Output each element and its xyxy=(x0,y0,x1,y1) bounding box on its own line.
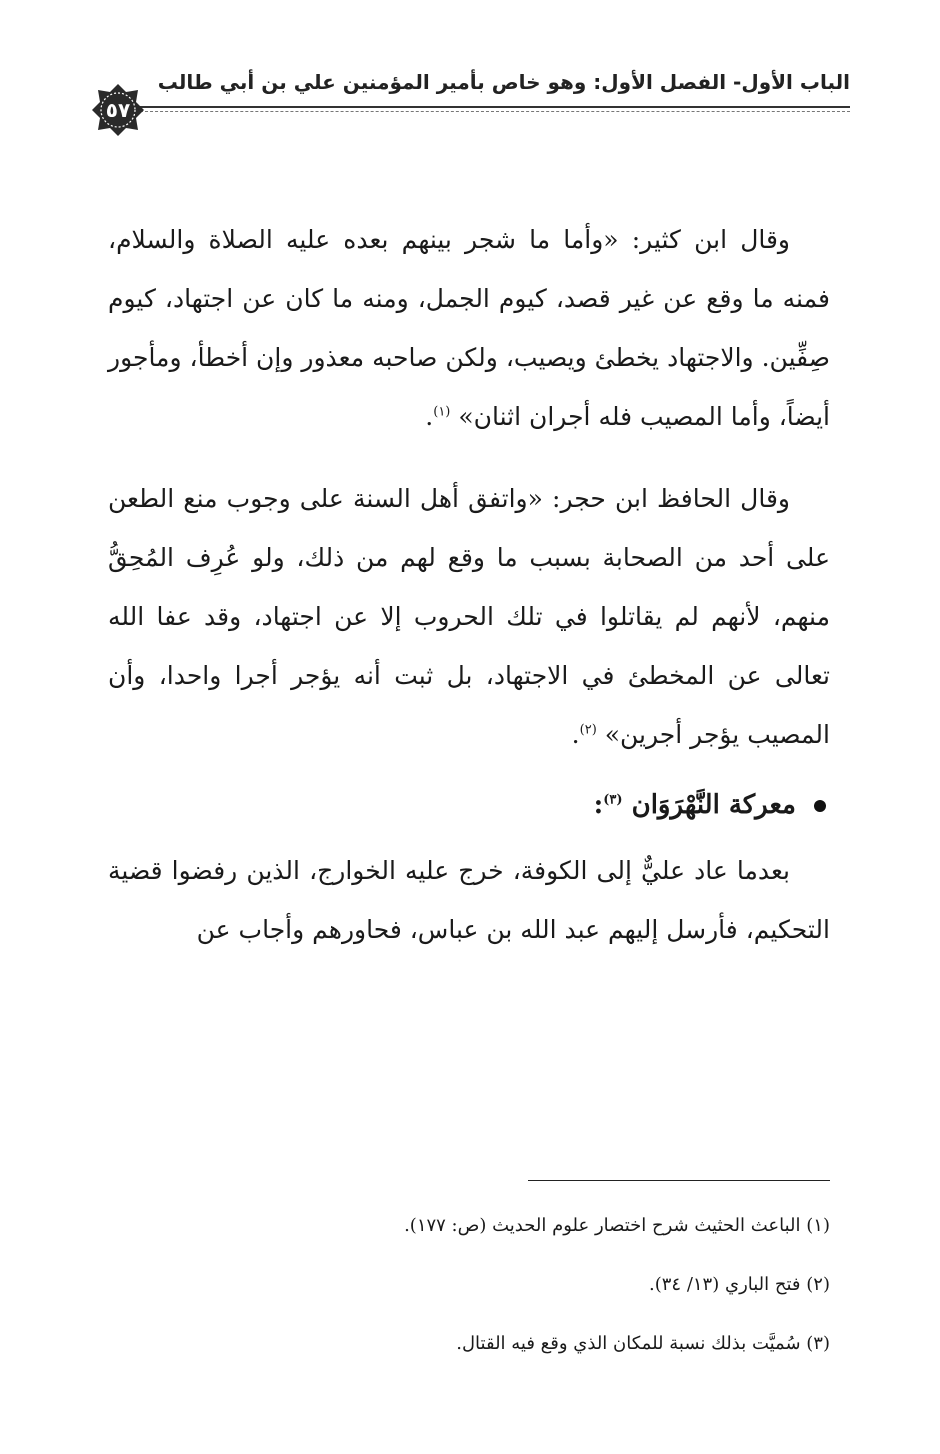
footnote-1: (١) الباعث الحثيث شرح اختصار علوم الحديث (ص: ١٧٧). xyxy=(404,1215,830,1236)
section-heading: معركة النَّهْرَوَان $^{(٣)}$: xyxy=(108,776,830,835)
paragraph-text: بعدما عاد عليٌّ إلى الكوفة، خرج عليه الخوارج، الذين رفضوا قضية التحكيم، فأرسل إليهم عبد الله بن عباس، فحاورهم وأجاب عن xyxy=(108,856,830,944)
main-text xyxy=(108,210,830,982)
paragraph-text: وقال ابن كثير: «وأما ما شجر بينهم بعده عليه الصلاة والسلام، فمنه ما وقع عن غير قصد، كيوم الجمل، ومنه ما كان عن اجتهاد، كيوم صِفِّين. والاجتهاد يخطئ ويصيب، ولكن صاحبه معذور وإن أخطأ، ومأجور أيضاً، وأما المصيب فله أجران اثنان» xyxy=(108,225,830,431)
footnote-ref: (٢) xyxy=(579,722,597,738)
footnotes xyxy=(108,1180,830,1392)
heading-text: معركة النَّهْرَوَان xyxy=(631,790,796,820)
paragraph-text: وقال الحافظ ابن حجر: «واتفق أهل السنة على وجوب منع الطعن على أحد من الصحابة بسبب ما وقع لهم من ذلك، ولو عُرِف المُحِقُّ منهم، لأنهم لم يقاتلوا في تلك الحروب إلا عن اجتهاد، وقد عفا الله تعالى عن المخطئ في الاجتهاد، بل ثبت أنه يؤجر أجرا واحدا، وأن المصيب يؤجر أجرين» xyxy=(108,484,830,749)
paragraph-ibn-hajar: وقال الحافظ ابن حجر: «واتفق أهل السنة على وجوب منع الطعن على أحد من الصحابة بسبب ما وقع لهم من ذلك، ولو عُرِف المُحِقُّ منهم، لأنهم لم يقاتلوا في تلك الحروب إلا عن اجتهاد، وقد عفا الله تعالى عن المخطئ في الاجتهاد، بل ثبت أنه يؤجر أجرا واحدا، وأن المصيب يؤجر أجرين» $^{(٢)}$. xyxy=(108,484,830,749)
footnote-3: (٣) سُميَّت بذلك نسبة للمكان الذي وقع فيه القتال. xyxy=(456,1333,830,1354)
page-number: ٥٧ xyxy=(105,98,131,122)
footnote-ref: (١) xyxy=(433,404,451,420)
footnote-separator xyxy=(528,1180,830,1181)
page-number-badge xyxy=(90,82,146,138)
paragraph-nahrawan xyxy=(108,841,830,959)
bullet-icon xyxy=(814,800,826,812)
running-title: الباب الأول- الفصل الأول: وهو خاص بأمير المؤمنين علي بن أبي طالب xyxy=(157,70,850,94)
header-rule xyxy=(140,106,850,108)
footnote-ref: (٣) xyxy=(603,792,623,808)
page-header xyxy=(90,68,850,128)
paragraph-ibn-kathir: وقال ابن كثير: «وأما ما شجر بينهم بعده عليه الصلاة والسلام، فمنه ما وقع عن غير قصد، كيوم الجمل، ومنه ما كان عن اجتهاد، كيوم صِفِّين. والاجتهاد يخطئ ويصيب، ولكن صاحبه معذور وإن أخطأ، ومأجور أيضاً، وأما المصيب فله أجران اثنان» $^{(١)}$. xyxy=(108,225,830,431)
footnote-2: (٢) فتح الباري (١٣/ ٣٤). xyxy=(649,1274,830,1295)
header-rule-thin xyxy=(140,111,850,112)
